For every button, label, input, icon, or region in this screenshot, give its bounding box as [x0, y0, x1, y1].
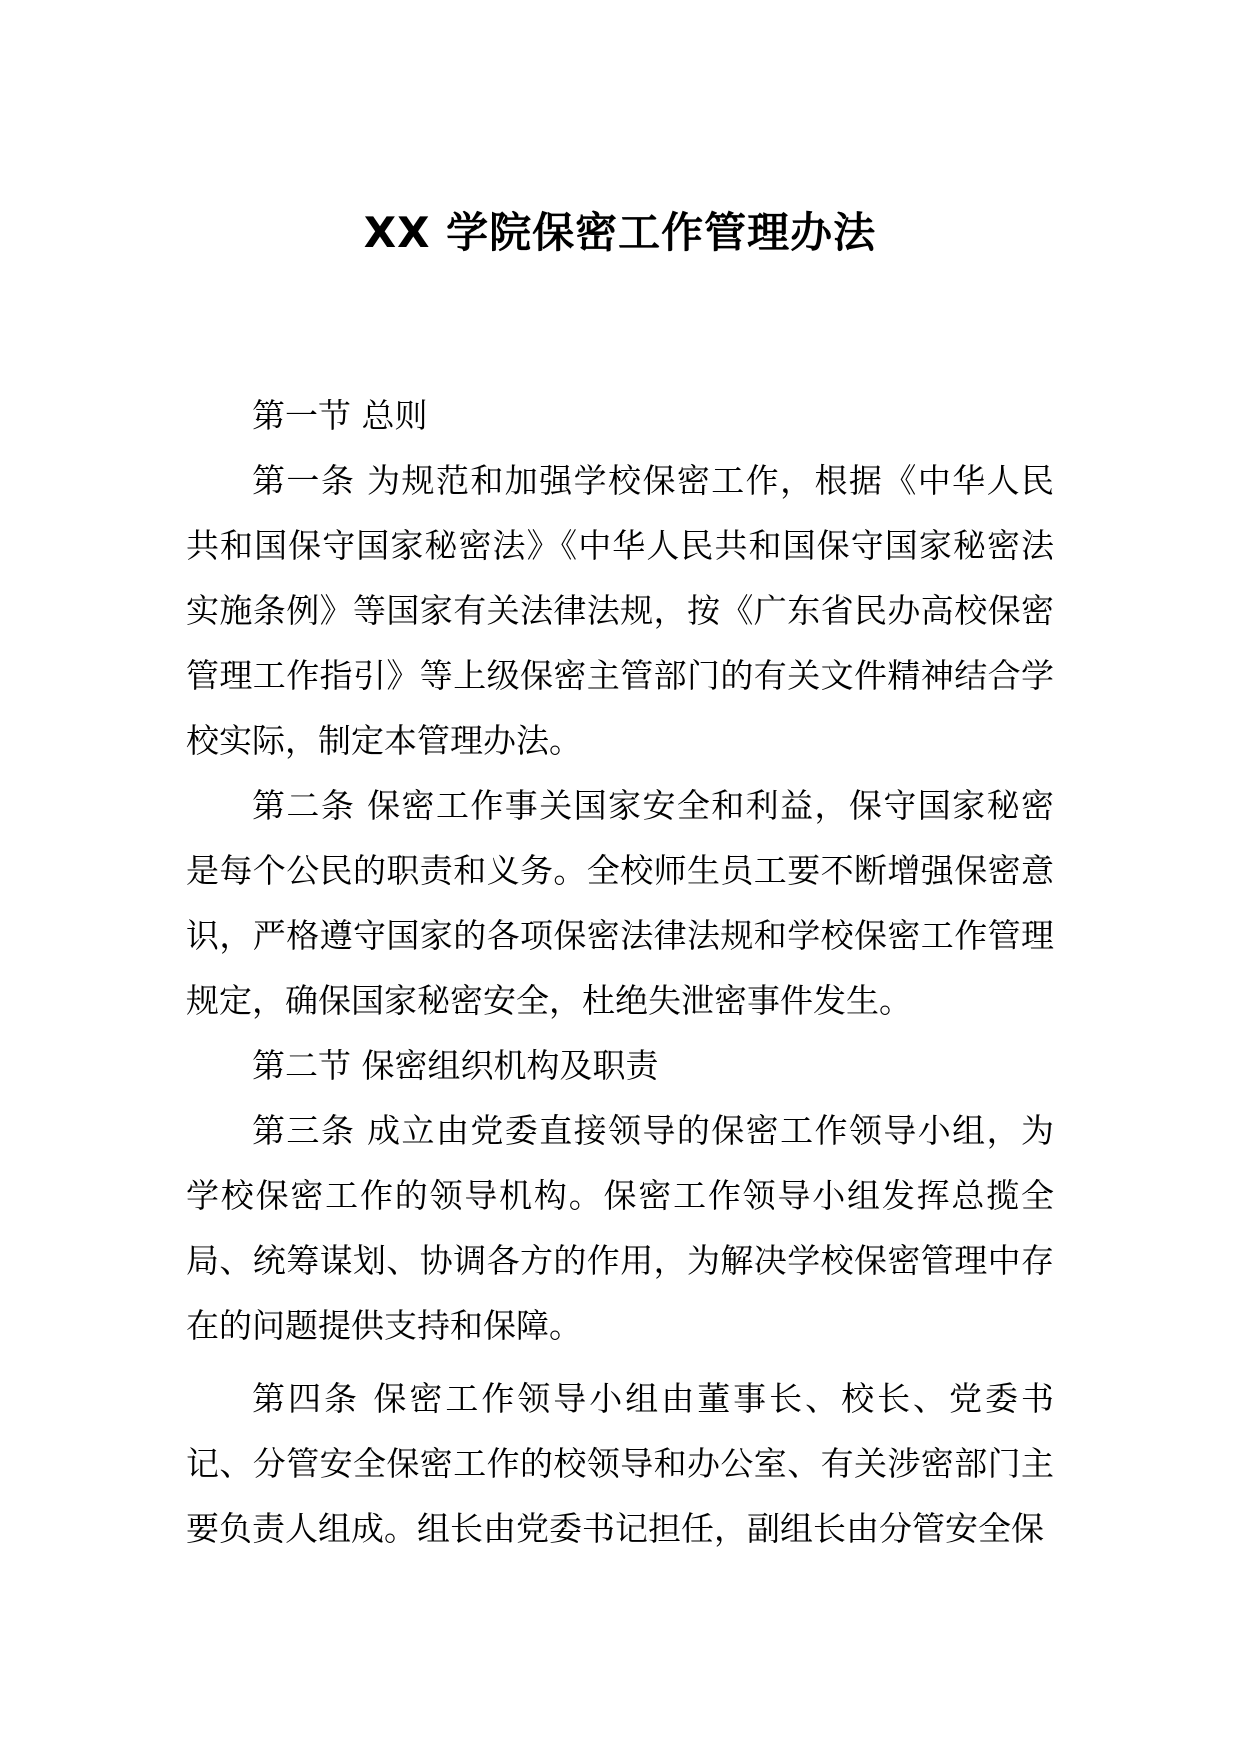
article-paragraph: 第四条 保密工作领导小组由董事长、校长、党委书记、分管安全保密工作的校领导和办公室、有关涉密部门主要负责人组成。组长由党委书记担任，副组长由分管安全保: [186, 1379, 1054, 1548]
article-paragraph: 第二条 保密工作事关国家安全和利益，保守国家秘密是每个公民的职责和义务。全校师生员工要不断增强保密意识，严格遵守国家的各项保密法律法规和学校保密工作管理规定，确保国家秘密安全，杜绝失泄密事件发生。: [186, 786, 1054, 1020]
article-paragraph: 第一条 为规范和加强学校保密工作，根据《中华人民共和国保守国家秘密法》《中华人民共和国保守国家秘密法实施条例》等国家有关法律法规，按《广东省民办高校保密管理工作指引》等上级保密主管部门的有关文件精神结合学校实际，制定本管理办法。: [186, 461, 1054, 760]
paragraph-spacer: [186, 1358, 1054, 1366]
document-title: XX 学院保密工作管理办法: [363, 208, 877, 257]
section-heading: 第二节 保密组织机构及职责: [252, 1046, 659, 1085]
section-heading: 第一节 总则: [252, 396, 428, 435]
document-body: [186, 383, 1054, 1561]
article-paragraph: 第三条 成立由党委直接领导的保密工作领导小组，为学校保密工作的领导机构。保密工作领导小组发挥总揽全局、统筹谋划、协调各方的作用，为解决学校保密管理中存在的问题提供支持和保障。: [186, 1111, 1054, 1345]
